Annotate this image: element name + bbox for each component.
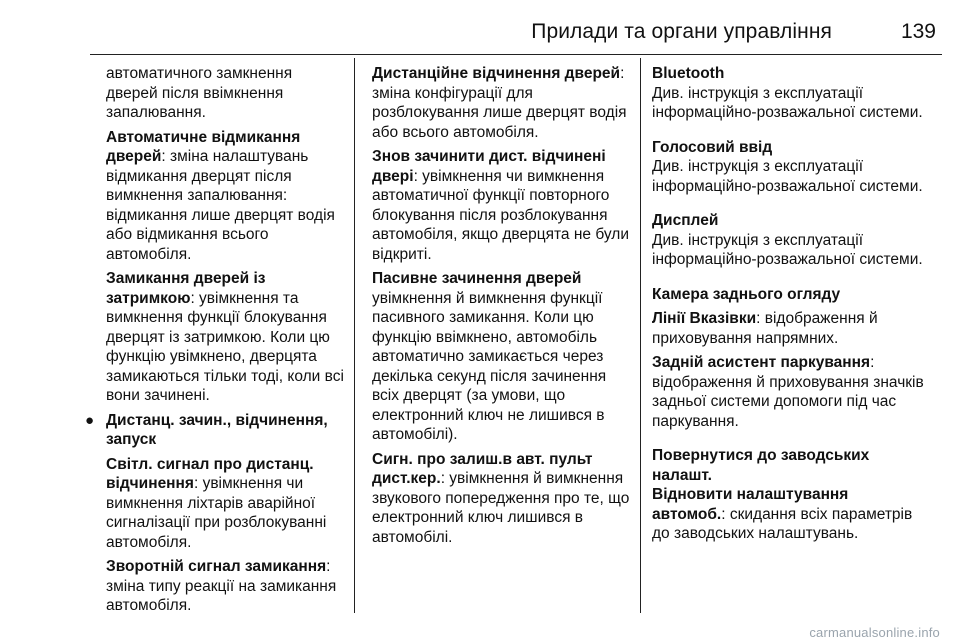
- section-text: Див. інструкція з експлуатації інформаційно-розважальної системи.: [652, 231, 923, 268]
- paragraph: [106, 557, 346, 616]
- paragraph: [372, 269, 634, 445]
- section-heading: [652, 285, 924, 305]
- section-heading: Bluetooth: [652, 65, 725, 82]
- definition: : відображення й приховування значків задньої системи допомоги під час паркування.: [652, 354, 924, 430]
- watermark: carmanualsonline.info: [809, 625, 940, 640]
- definition: : зміна конфігурації для розблокування лише дверцят водія або всього автомобіля.: [372, 65, 627, 141]
- section-heading: Повернутися до заводських налашт.: [652, 447, 870, 484]
- paragraph: автоматичного замкнення дверей після ввімкнення запалювання.: [106, 65, 293, 121]
- paragraph: [372, 147, 634, 264]
- term: Світл. сигнал про дистанц. відчинення: [106, 455, 314, 492]
- term: Задній асистент паркування: [652, 354, 871, 371]
- column-3: [652, 64, 924, 549]
- definition: : зміна типу реакції на замикання автомобіля.: [106, 558, 337, 614]
- paragraph: [372, 450, 634, 548]
- paragraph: [652, 309, 924, 348]
- section-heading: Дисплей: [652, 212, 719, 229]
- definition: увімкнення й вимкнення функції пасивного замикання. Коли цю функцію ввімкнено, автомобіль автоматично замикається через декілька секунд після зачинення всіх дверцят (за умови, що електронний ключ не лишився в автомобілі).: [372, 289, 607, 443]
- term: Відновити налаштування автомоб.: [652, 486, 849, 523]
- bullet-icon: ●: [85, 411, 95, 429]
- term: Автоматичне відмикання дверей: [106, 128, 301, 165]
- paragraph: [106, 455, 346, 553]
- section-text: Див. інструкція з експлуатації інформаційно-розважальної системи.: [652, 158, 923, 195]
- column-divider: [640, 58, 641, 613]
- term: Лінії Вказівки: [652, 310, 757, 327]
- definition: : увімкнення та вимкнення функції блокування дверцят із затримкою. Коли цю функцію увімкнено, дверцята замикаються тільки тоді, коли всі вони зачинені.: [106, 289, 344, 404]
- section: [652, 211, 924, 270]
- term: Пасивне зачинення дверей: [372, 270, 582, 287]
- page-title: Прилади та органи управління: [531, 20, 832, 43]
- section-text: Див. інструкція з експлуатації інформаційно-розважальної системи.: [652, 84, 923, 121]
- definition: : увімкнення чи вимкнення автоматичної функції повторного блокування після розблокування автомобіля, якщо дверцята не були відкриті.: [372, 167, 629, 263]
- term: Дистанційне відчинення дверей: [372, 65, 621, 82]
- term: Сигн. про залиш.в авт. пульт дист.кер.: [372, 450, 593, 487]
- page-header: [0, 12, 960, 52]
- definition: : скидання всіх параметрів до заводських налаштувань.: [652, 505, 913, 542]
- section: [652, 64, 924, 123]
- column-1: [85, 64, 346, 621]
- term: Зворотній сигнал замикання: [106, 558, 327, 575]
- section: [652, 138, 924, 197]
- bullet-item: [85, 411, 346, 450]
- definition: : увімкнення чи вимкнення ліхтарів аварійної сигналізації при розблокуванні автомобіля.: [106, 475, 327, 551]
- section: [652, 446, 924, 544]
- definition: : увімкнення й вимкнення звукового попередження про те, що електронний ключ лишився в автомобілі.: [372, 470, 630, 546]
- page-number: 139: [900, 20, 936, 43]
- column-divider: [354, 58, 355, 613]
- header-divider: [90, 54, 942, 55]
- paragraph: [652, 353, 924, 431]
- paragraph: [106, 269, 346, 406]
- section-heading: Голосовий ввід: [652, 138, 773, 156]
- term: Знов зачинити дист. відчинені двері: [372, 148, 606, 185]
- column-2: [372, 64, 634, 552]
- term: Замикання дверей із затримкою: [106, 270, 266, 307]
- definition: : відображення й приховування напрямних.: [652, 310, 878, 347]
- section-heading-text: Камера заднього огляду: [652, 285, 841, 303]
- definition: : зміна налаштувань відмикання дверцят після вимкнення запалювання: відмикання лише дверцят водія або відмикання всього автомобіля.: [106, 148, 335, 263]
- paragraph: [106, 128, 346, 265]
- paragraph: [372, 64, 634, 142]
- bullet-heading: Дистанц. зачин., відчинення, запуск: [106, 411, 328, 448]
